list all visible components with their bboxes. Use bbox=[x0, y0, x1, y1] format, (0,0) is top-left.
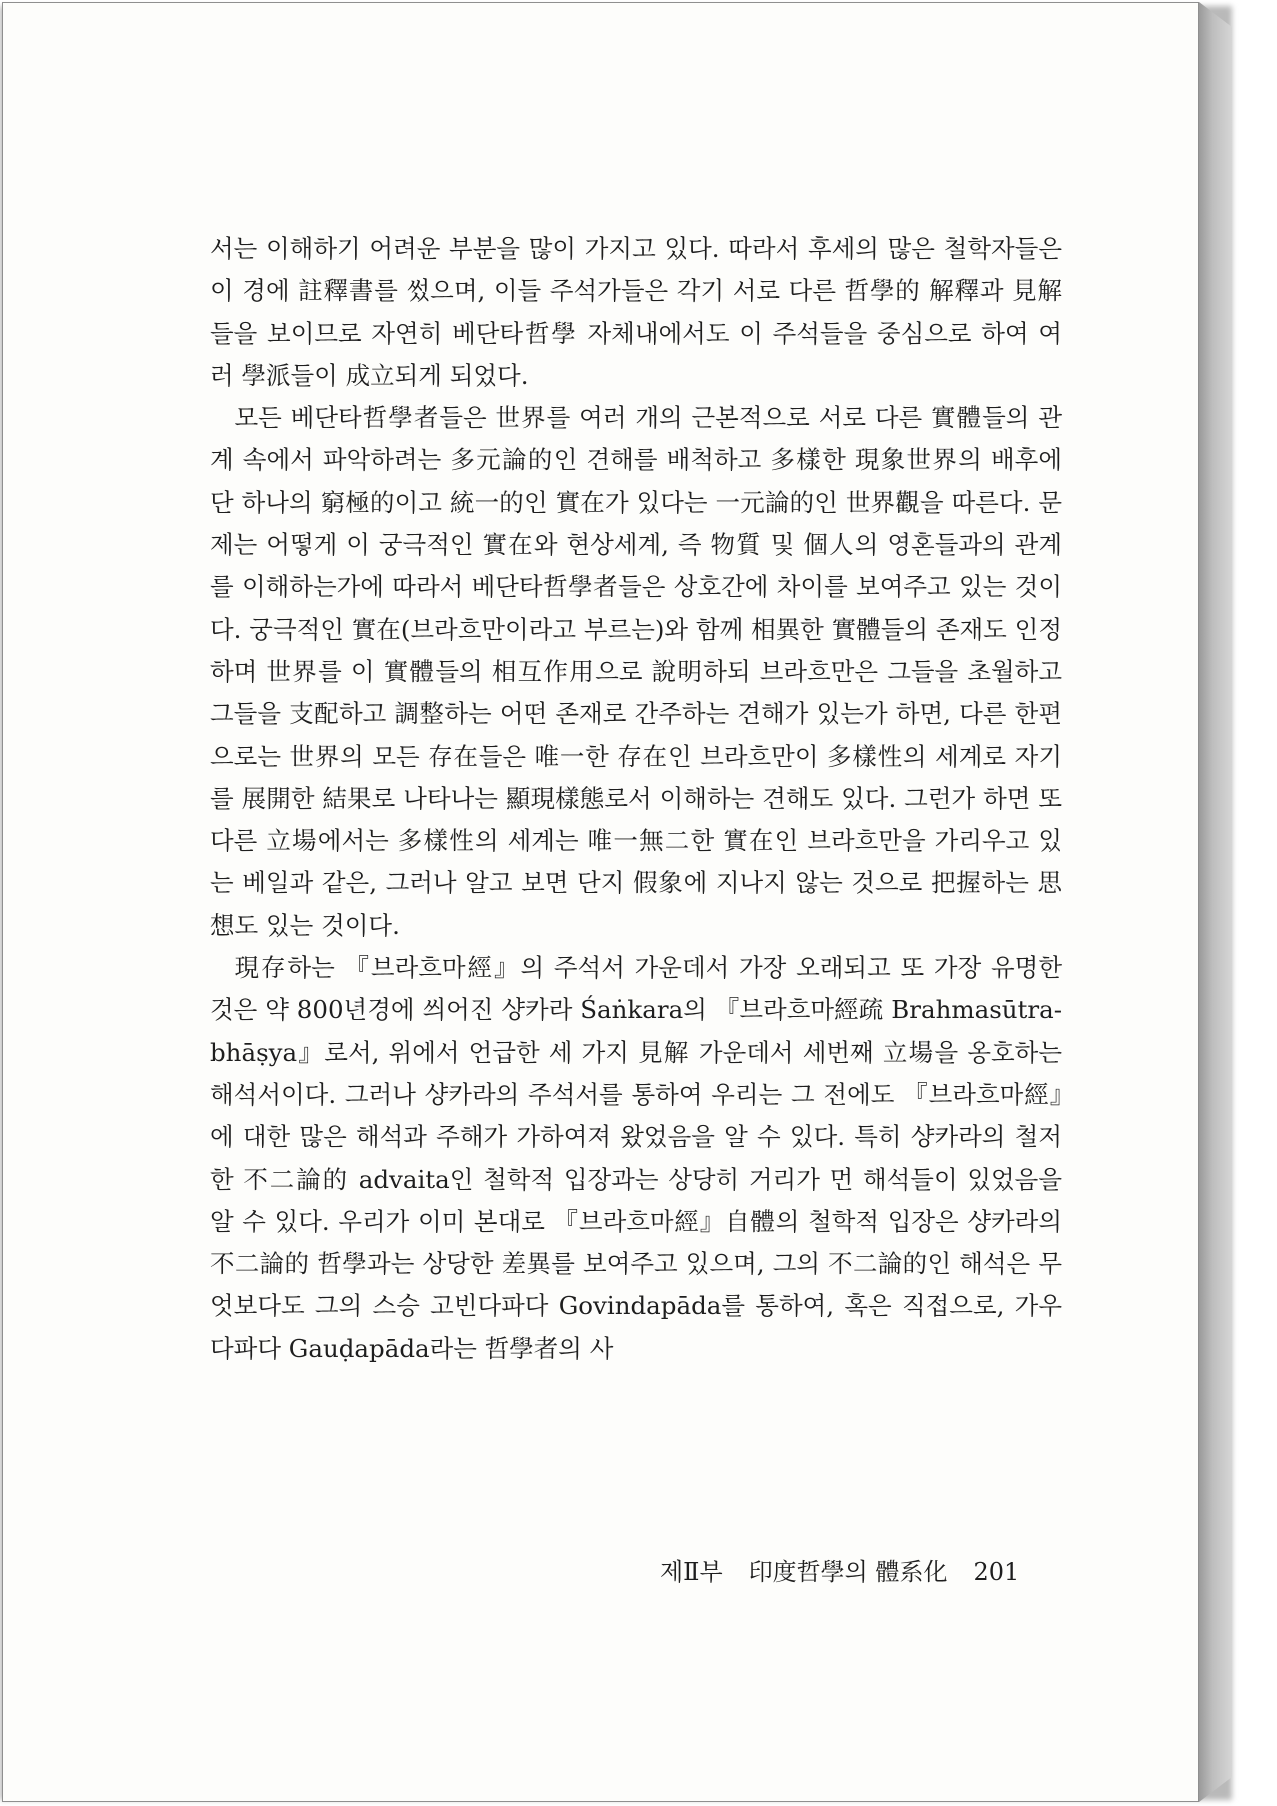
paragraph-2: 모든 베단타哲學者들은 世界를 여러 개의 근본적으로 서로 다른 實體들의 관계 속에서 파악하려는 多元論的인 견해를 배척하고 多樣한 現象世界의 배후에 단 하나의 窮極的이고 統一的인 實在가 있다는 一元論的인 世界觀을 따른다. 문제는 어떻게 이 궁극적인 實在와 현상세계, 즉 物質 및 個人의 영혼들과의 관계를 이해하는가에 따라서 베단타哲學者들은 상호간에 차이를 보여주고 있는 것이다. 궁극적인 實在(브라흐만이라고 부르는)와 함께 相異한 實體들의 존재도 인정하며 世界를 이 實體들의 相互作用으로 說明하되 브라흐만은 그들을 초월하고 그들을 支配하고 調整하는 어떤 존재로 간주하는 견해가 있는가 하면, 다른 한편으로는 世界의 모든 存在들은 唯一한 存在인 브라흐만이 多樣性의 세계로 자기를 展開한 結果로 나타나는 顯現樣態로서 이해하는 견해도 있다. 그런가 하면 또 다른 立場에서는 多樣性의 세계는 唯一無二한 實在인 브라흐만을 가리우고 있는 베일과 같은, 그러나 알고 보면 단지 假象에 지나지 않는 것으로 把握하는 思想도 있는 것이다. bbox=[210, 403, 1062, 940]
body-text bbox=[210, 228, 1062, 1370]
footer-part: 제Ⅱ부 bbox=[660, 1558, 723, 1586]
page-number: 201 bbox=[973, 1558, 1020, 1586]
page-edge bbox=[1199, 2, 1232, 1802]
paragraph-3: 現存하는 『브라흐마經』의 주석서 가운데서 가장 오래되고 또 가장 유명한 것은 약 800년경에 씌어진 샹카라 Śaṅkara의 『브라흐마經疏 Brahmasūtra-bhāṣya』로서, 위에서 언급한 세 가지 見解 가운데서 세번째 立場을 옹호하는 해석서이다. 그러나 샹카라의 주석서를 통하여 우리는 그 전에도 『브라흐마經』에 대한 많은 해석과 주해가 가하여져 왔었음을 알 수 있다. 특히 샹카라의 철저한 不二論的 advaita인 철학적 입장과는 상당히 거리가 먼 해석들이 있었음을 알 수 있다. 우리가 이미 본대로 『브라흐마經』自體의 철학적 입장은 샹카라의 不二論的 哲學과는 상당한 差異를 보여주고 있으며, 그의 不二論的인 해석은 무엇보다도 그의 스승 고빈다파다 Govindapāda를 통하여, 혹은 직접으로, 가우다파다 Gauḍapāda라는 哲學者의 사 bbox=[210, 953, 1062, 1363]
paragraph-1: 서는 이해하기 어려운 부분을 많이 가지고 있다. 따라서 후세의 많은 철학자들은 이 경에 註釋書를 썼으며, 이들 주석가들은 각기 서로 다른 哲學的 解釋과 見解들을 보이므로 자연히 베단타哲學 자체내에서도 이 주석들을 중심으로 하여 여러 學派들이 成立되게 되었다. bbox=[210, 234, 1062, 390]
page-footer bbox=[660, 1552, 1062, 1587]
footer-chapter-title: 印度哲學의 體系化 bbox=[748, 1558, 948, 1586]
